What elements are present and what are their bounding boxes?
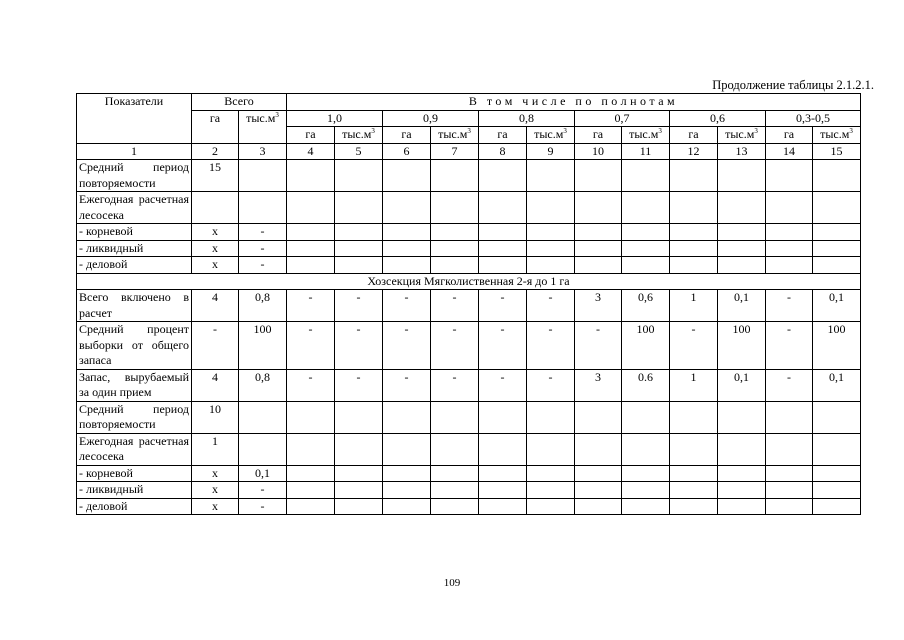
table-cell [766, 257, 813, 274]
table-cell [431, 433, 479, 465]
table-cell [479, 224, 527, 241]
table-cell [813, 401, 861, 433]
table-cell [335, 160, 383, 192]
header-density-3: 0,7 [575, 110, 670, 127]
table-cell [335, 482, 383, 499]
row-label: - ликвидный [77, 240, 192, 257]
table-cell [670, 433, 718, 465]
table-cell [622, 498, 670, 515]
table-cell: - [239, 224, 287, 241]
row-label: - деловой [77, 498, 192, 515]
table-cell [527, 401, 575, 433]
table-cell: 0,1 [239, 465, 287, 482]
table-cell: 100 [622, 322, 670, 370]
table-cell [383, 224, 431, 241]
header-indicators: Показатели [77, 94, 192, 144]
table-cell [622, 224, 670, 241]
table-row [77, 401, 861, 433]
table-cell [527, 224, 575, 241]
table-cell: - [527, 290, 575, 322]
table-cell: - [287, 322, 335, 370]
table-cell: - [239, 240, 287, 257]
table-cell [335, 240, 383, 257]
table-cell [813, 498, 861, 515]
table-cell: - [431, 322, 479, 370]
header-ha-4: га [670, 127, 718, 144]
row-label: - корневой [77, 465, 192, 482]
table-cell [718, 224, 766, 241]
table-cell [527, 192, 575, 224]
table-cell [383, 240, 431, 257]
table-cell: 3 [575, 290, 622, 322]
table-cell [383, 465, 431, 482]
table-cell [383, 160, 431, 192]
table-cell: - [766, 322, 813, 370]
table-cell [287, 224, 335, 241]
table-cell: 100 [813, 322, 861, 370]
table-cell [670, 465, 718, 482]
table-caption: Продолжение таблицы 2.1.2.1. [712, 78, 874, 92]
table-cell: 1 [670, 290, 718, 322]
table-cell [766, 160, 813, 192]
table-cell [575, 257, 622, 274]
table-cell [431, 257, 479, 274]
table-row [77, 433, 861, 465]
header-ha-0: га [287, 127, 335, 144]
table-cell [670, 257, 718, 274]
column-number: 7 [431, 143, 479, 160]
table-cell: - [239, 498, 287, 515]
table-cell [766, 401, 813, 433]
table-cell: - [383, 290, 431, 322]
row-label: - ликвидный [77, 482, 192, 499]
table-cell [527, 498, 575, 515]
table-cell [718, 401, 766, 433]
table-cell: - [239, 257, 287, 274]
table-cell: 0,1 [718, 369, 766, 401]
table-cell: - [383, 369, 431, 401]
table-cell [718, 160, 766, 192]
table-row [77, 257, 861, 274]
column-number: 1 [77, 143, 192, 160]
table-cell: х [192, 224, 239, 241]
table-cell [383, 433, 431, 465]
table-cell [527, 482, 575, 499]
column-number: 2 [192, 143, 239, 160]
table-cell: 3 [575, 369, 622, 401]
table-cell [670, 401, 718, 433]
table-cell [431, 465, 479, 482]
column-number: 14 [766, 143, 813, 160]
table-cell [670, 498, 718, 515]
header-row-1 [77, 94, 861, 111]
table-cell [431, 192, 479, 224]
column-number: 8 [479, 143, 527, 160]
table-cell [718, 257, 766, 274]
table-cell [335, 257, 383, 274]
table-cell: 0,8 [239, 369, 287, 401]
table-row [77, 465, 861, 482]
header-density-0: 1,0 [287, 110, 383, 127]
table-cell: 0,1 [813, 290, 861, 322]
table-cell: 0,6 [622, 290, 670, 322]
table-cell [670, 482, 718, 499]
table-cell [335, 465, 383, 482]
table-cell [335, 498, 383, 515]
table-cell: х [192, 240, 239, 257]
table-cell [575, 240, 622, 257]
table-row [77, 322, 861, 370]
row-label: Ежегодная расчетная лесосека [77, 192, 192, 224]
table-cell [813, 482, 861, 499]
table-cell [287, 401, 335, 433]
table-cell: - [479, 322, 527, 370]
table-cell: х [192, 482, 239, 499]
table-cell [479, 257, 527, 274]
table-cell [670, 240, 718, 257]
table-cell [622, 257, 670, 274]
table-cell [527, 240, 575, 257]
table-cell: - [287, 290, 335, 322]
table-row [77, 369, 861, 401]
table-cell [766, 482, 813, 499]
table-cell [287, 160, 335, 192]
table-cell [479, 433, 527, 465]
row-label: - деловой [77, 257, 192, 274]
table-cell [813, 160, 861, 192]
table-cell [718, 192, 766, 224]
header-density-1: 0,9 [383, 110, 479, 127]
row-label: Средний процент выборки от общего запаса [77, 322, 192, 370]
table-cell [335, 433, 383, 465]
column-number: 9 [527, 143, 575, 160]
table-cell: - [766, 369, 813, 401]
table-cell: - [431, 290, 479, 322]
table-cell: 4 [192, 290, 239, 322]
table-cell [813, 240, 861, 257]
table-cell [527, 257, 575, 274]
table-cell [766, 240, 813, 257]
table-cell [431, 224, 479, 241]
table-cell: 1 [192, 433, 239, 465]
header-volume-3: $тыс.м^3$ [622, 127, 670, 144]
header-total-volume: $тыс.м^3$ [239, 110, 287, 143]
table-row [77, 290, 861, 322]
table-cell [813, 433, 861, 465]
table-cell [479, 192, 527, 224]
table-cell: - [527, 322, 575, 370]
row-label: Запас, вырубаемый за один прием [77, 369, 192, 401]
table-row [77, 240, 861, 257]
header-density-group: В том числе по полнотам [287, 94, 861, 111]
row-label: Средний период повторяемости [77, 160, 192, 192]
table-cell [239, 192, 287, 224]
table-cell [287, 433, 335, 465]
table-cell: - [335, 290, 383, 322]
table-cell [383, 498, 431, 515]
table-cell [813, 257, 861, 274]
header-density-4: 0,6 [670, 110, 766, 127]
table-cell: - [527, 369, 575, 401]
table-cell [383, 257, 431, 274]
table-cell [766, 465, 813, 482]
table-cell: 100 [718, 322, 766, 370]
table-cell: - [479, 369, 527, 401]
table-cell [575, 433, 622, 465]
table-row [77, 498, 861, 515]
table-cell [431, 160, 479, 192]
table-cell [479, 401, 527, 433]
table-cell [622, 482, 670, 499]
table-cell [766, 498, 813, 515]
column-number: 13 [718, 143, 766, 160]
table-cell [287, 192, 335, 224]
table-cell [239, 401, 287, 433]
table-cell [718, 465, 766, 482]
table-cell [287, 482, 335, 499]
table-cell [813, 192, 861, 224]
table-row [77, 160, 861, 192]
table-cell [287, 498, 335, 515]
table-cell: 1 [670, 369, 718, 401]
column-number: 4 [287, 143, 335, 160]
table-cell [622, 401, 670, 433]
table-cell: - [479, 290, 527, 322]
table-cell [766, 224, 813, 241]
section-row [77, 273, 861, 290]
table-cell [479, 482, 527, 499]
table-cell [431, 482, 479, 499]
header-density-2: 0,8 [479, 110, 575, 127]
header-row-2 [77, 110, 861, 127]
section-title: Хозсекция Мягколиственная 2-я до 1 га [77, 273, 861, 290]
header-volume-2: $тыс.м^3$ [527, 127, 575, 144]
table-cell [575, 498, 622, 515]
table-cell [383, 482, 431, 499]
column-number: 12 [670, 143, 718, 160]
table-cell: - [239, 482, 287, 499]
header-ha-1: га [383, 127, 431, 144]
table-cell: 100 [239, 322, 287, 370]
table-cell: 4 [192, 369, 239, 401]
header-volume-5: $тыс.м^3$ [813, 127, 861, 144]
table-cell [813, 224, 861, 241]
table-cell [479, 465, 527, 482]
table-cell [670, 160, 718, 192]
table-cell [192, 192, 239, 224]
table-cell [479, 160, 527, 192]
table-cell: х [192, 498, 239, 515]
table-cell [622, 433, 670, 465]
header-volume-4: $тыс.м^3$ [718, 127, 766, 144]
table-cell: 0,1 [813, 369, 861, 401]
header-ha-3: га [575, 127, 622, 144]
table-cell [575, 401, 622, 433]
table-cell [287, 257, 335, 274]
table-cell: 0.6 [622, 369, 670, 401]
table-cell [575, 465, 622, 482]
header-density-5: 0,3-0,5 [766, 110, 861, 127]
table-cell [287, 240, 335, 257]
table-cell [383, 401, 431, 433]
table-cell [718, 498, 766, 515]
table-cell [575, 160, 622, 192]
table-cell: - [431, 369, 479, 401]
table-cell [239, 160, 287, 192]
header-ha-5: га [766, 127, 813, 144]
table-cell [670, 224, 718, 241]
table-cell: - [335, 322, 383, 370]
column-number-row [77, 143, 861, 160]
table-cell [718, 433, 766, 465]
header-volume-0: $тыс.м^3$ [335, 127, 383, 144]
column-number: 11 [622, 143, 670, 160]
table-cell [718, 240, 766, 257]
table-cell: - [383, 322, 431, 370]
table-cell [287, 465, 335, 482]
table-row [77, 224, 861, 241]
table-cell: - [766, 290, 813, 322]
table-cell [431, 498, 479, 515]
table-cell [670, 192, 718, 224]
table-cell [383, 192, 431, 224]
table-cell [527, 465, 575, 482]
table-cell [622, 160, 670, 192]
table-cell: - [670, 322, 718, 370]
table-cell: - [335, 369, 383, 401]
table-cell [813, 465, 861, 482]
table-cell: 0,8 [239, 290, 287, 322]
column-number: 5 [335, 143, 383, 160]
table-cell [239, 433, 287, 465]
header-total: Всего [192, 94, 287, 111]
header-volume-1: $тыс.м^3$ [431, 127, 479, 144]
table-cell [431, 401, 479, 433]
table-cell: 10 [192, 401, 239, 433]
column-number: 3 [239, 143, 287, 160]
data-table [76, 93, 861, 515]
column-number: 6 [383, 143, 431, 160]
table-cell [479, 240, 527, 257]
table-cell: х [192, 257, 239, 274]
table-cell: 15 [192, 160, 239, 192]
page-number: 109 [443, 577, 461, 589]
row-label: - корневой [77, 224, 192, 241]
table-cell [575, 482, 622, 499]
column-number: 15 [813, 143, 861, 160]
table-cell [335, 224, 383, 241]
header-ha-2: га [479, 127, 527, 144]
table-cell [335, 401, 383, 433]
table-cell: - [192, 322, 239, 370]
table-cell [335, 192, 383, 224]
table-cell [527, 160, 575, 192]
table-cell [479, 498, 527, 515]
table-row [77, 192, 861, 224]
table-cell: - [575, 322, 622, 370]
table-cell: х [192, 465, 239, 482]
table-cell [527, 433, 575, 465]
table-cell [718, 482, 766, 499]
table-cell [575, 224, 622, 241]
table-cell: 0,1 [718, 290, 766, 322]
table-cell [766, 433, 813, 465]
table-cell [431, 240, 479, 257]
table-cell [622, 465, 670, 482]
row-label: Ежегодная расчетная лесосека [77, 433, 192, 465]
table-cell [622, 240, 670, 257]
table-cell [575, 192, 622, 224]
table-cell [622, 192, 670, 224]
header-total-ha: га [192, 110, 239, 143]
table-cell: - [287, 369, 335, 401]
row-label: Всего включено в расчет [77, 290, 192, 322]
table-row [77, 482, 861, 499]
row-label: Средний период повторяемости [77, 401, 192, 433]
table-cell [766, 192, 813, 224]
column-number: 10 [575, 143, 622, 160]
